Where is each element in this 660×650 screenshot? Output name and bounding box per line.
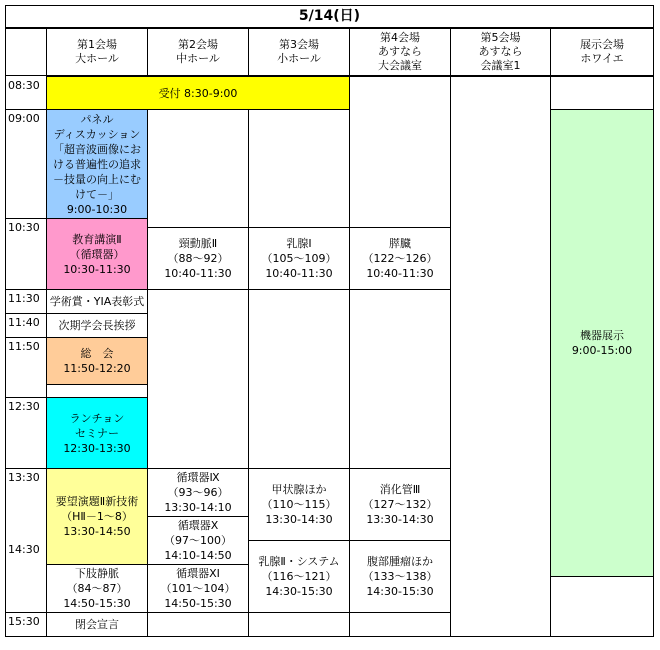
- empty-slot: [248, 612, 350, 637]
- cell-text-line: （122～126）: [362, 252, 438, 265]
- session-next-president-greeting: [46, 313, 148, 338]
- time-label: 11:30: [8, 292, 40, 305]
- header-exhibition: [550, 28, 654, 76]
- session-thyroid: [248, 468, 350, 541]
- cell-text-line: 14:50-15:30: [63, 597, 131, 610]
- time-label: 11:40: [8, 316, 40, 329]
- empty-slot: [147, 612, 249, 637]
- empty-slot: [550, 576, 654, 637]
- time-label: 11:50: [8, 340, 40, 353]
- time-row-divider: [5, 397, 47, 398]
- cell-text-line: 13:30-14:10: [164, 501, 232, 514]
- session-registration: [46, 76, 350, 110]
- session-cardiology-11: [147, 564, 249, 613]
- time-label: 15:30: [8, 615, 40, 628]
- header-hall-3: [248, 28, 350, 76]
- cell-text-line: 小ホール: [277, 52, 321, 65]
- cell-text-line: 第1会場: [77, 38, 117, 51]
- cell-text-line: 10:40-11:30: [265, 267, 333, 280]
- empty-slot: [349, 289, 451, 469]
- cell-text-line: 機器展示: [580, 329, 624, 342]
- time-label: 14:30: [8, 543, 40, 556]
- session-luncheon-seminar: [46, 397, 148, 469]
- cell-text-line: （133～138）: [362, 570, 438, 583]
- cell-text-line: 総 会: [80, 347, 114, 360]
- cell-text-line: （105～109）: [261, 252, 337, 265]
- session-abdominal-tumor: [349, 540, 451, 613]
- cell-text-line: 13:30-14:30: [265, 513, 333, 526]
- session-panel-discussion: [46, 109, 148, 219]
- cell-text-line: （127～132）: [362, 498, 438, 511]
- cell-text-line: 展示会場: [580, 38, 624, 51]
- time-row-divider: [5, 289, 47, 290]
- cell-text-line: 循環器ⅩⅠ: [176, 567, 220, 580]
- time-row-divider: [5, 612, 47, 613]
- session-equipment-exhibition: [550, 109, 654, 577]
- time-label: 09:00: [8, 112, 40, 125]
- cell-text-line: 下肢静脈: [75, 567, 119, 580]
- cell-text-line: 頸動脈Ⅱ: [178, 237, 218, 250]
- time-row-divider: [5, 313, 47, 314]
- cell-text-line: 教育講演Ⅱ: [72, 232, 122, 246]
- session-gastrointestinal-3: [349, 468, 451, 541]
- header-hall-5: [450, 28, 551, 76]
- time-row-divider: [5, 468, 47, 469]
- empty-slot: [450, 76, 551, 637]
- cell-text-line: ける普遍性の追求: [53, 157, 141, 171]
- empty-slot: [349, 612, 451, 637]
- cell-text-line: 受付 8:30-9:00: [158, 86, 238, 100]
- empty-slot: [550, 76, 654, 110]
- cell-text-line: 14:30-15:30: [265, 585, 333, 598]
- cell-text-line: 要望演題Ⅱ新技術: [55, 495, 139, 508]
- cell-text-line: （循環器）: [69, 247, 125, 261]
- session-gap: [46, 384, 148, 398]
- cell-text-line: 14:10-14:50: [164, 549, 232, 562]
- cell-text-line: 第2会場: [178, 38, 218, 51]
- session-pancreas: [349, 227, 451, 290]
- cell-text-line: 10:40-11:30: [164, 267, 232, 280]
- session-closing-declaration: [46, 612, 148, 637]
- header-hall-4: [349, 28, 451, 76]
- cell-text-line: （110～115）: [261, 498, 337, 511]
- cell-text-line: 学術賞・YIA表彰式: [49, 295, 145, 308]
- cell-text-line: 大会議室: [378, 59, 422, 72]
- header-hall-2: [147, 28, 249, 76]
- cell-text-line: 大ホール: [75, 52, 119, 65]
- empty-slot: [147, 109, 249, 228]
- cell-text-line: 第4会場: [380, 31, 420, 44]
- cell-text-line: 中ホール: [176, 52, 220, 65]
- cell-text-line: 乳腺Ⅰ: [286, 237, 312, 250]
- cell-text-line: 10:40-11:30: [366, 267, 434, 280]
- cell-text-line: （101～104）: [160, 582, 236, 595]
- cell-text-line: 「超音波画像にお: [53, 142, 141, 156]
- cell-text-line: 循環器Ⅹ: [177, 519, 219, 532]
- time-label: 08:30: [8, 79, 40, 92]
- cell-text-line: 次期学会長挨拶: [58, 319, 136, 332]
- time-row-divider: [5, 337, 47, 338]
- empty-slot: [147, 289, 249, 469]
- cell-text-line: あすなら: [378, 45, 422, 58]
- session-cardiology-9: [147, 468, 249, 517]
- cell-text-line: 13:30-14:30: [366, 513, 434, 526]
- session-requested-topics: [46, 468, 148, 565]
- cell-text-line: （116～121）: [261, 570, 337, 583]
- cell-text-line: 消化管Ⅲ: [379, 483, 421, 496]
- cell-text-line: パネル: [80, 112, 114, 126]
- cell-text-line: 乳腺Ⅱ・システム: [258, 555, 340, 568]
- empty-slot: [248, 109, 350, 228]
- session-breast-1: [248, 227, 350, 290]
- session-educational-lecture: [46, 218, 148, 290]
- cell-text-line: 甲状腺ほか: [271, 483, 327, 496]
- cell-text-line: 10:30-11:30: [63, 262, 131, 276]
- cell-text-line: 膵臓: [389, 237, 411, 250]
- cell-text-line: けて－」: [75, 187, 119, 201]
- cell-text-line: セミナー: [75, 426, 119, 440]
- cell-text-line: （88～92）: [167, 252, 229, 265]
- cell-text-line: 第3会場: [279, 38, 319, 51]
- cell-text-line: 9:00-15:00: [571, 344, 633, 357]
- session-cardiology-10: [147, 516, 249, 565]
- cell-text-line: あすなら: [478, 45, 523, 58]
- cell-text-line: （HⅡ－1～8）: [61, 510, 133, 523]
- cell-text-line: 会議室1: [480, 59, 521, 72]
- time-label: 13:30: [8, 471, 40, 484]
- cell-text-line: 循環器Ⅸ: [176, 471, 220, 484]
- cell-text-line: 9:00-10:30: [66, 202, 128, 216]
- empty-slot: [248, 289, 350, 469]
- cell-text-line: 第5会場: [480, 31, 521, 44]
- cell-text-line: 閉会宣言: [75, 618, 119, 631]
- cell-text-line: 12:30-13:30: [63, 441, 131, 455]
- header-hall-1: [46, 28, 148, 76]
- cell-text-line: ランチョン: [69, 411, 125, 425]
- time-label: 12:30: [8, 400, 40, 413]
- cell-text-line: （93～96）: [167, 486, 229, 499]
- session-carotid-2: [147, 227, 249, 290]
- cell-text-line: 14:50-15:30: [164, 597, 232, 610]
- cell-text-line: ディスカッション: [53, 127, 141, 141]
- cell-text-line: （84～87）: [66, 582, 128, 595]
- cell-text-line: ホワイエ: [580, 52, 624, 65]
- session-lower-limb-vein: [46, 564, 148, 613]
- cell-text-line: （97～100）: [164, 534, 232, 547]
- cell-text-line: －技量の向上にむ: [53, 172, 141, 186]
- session-breast-2-system: [248, 540, 350, 613]
- session-award-ceremony: [46, 289, 148, 314]
- page-title: 5/14(日): [5, 5, 654, 28]
- empty-slot: [349, 76, 451, 228]
- session-general-meeting: [46, 337, 148, 385]
- time-row-divider: [5, 218, 47, 219]
- cell-text-line: 11:50-12:20: [63, 362, 131, 375]
- time-row-divider: [5, 109, 47, 110]
- time-label: 10:30: [8, 221, 40, 234]
- cell-text-line: 14:30-15:30: [366, 585, 434, 598]
- cell-text-line: 13:30-14:50: [63, 525, 131, 538]
- cell-text-line: 腹部腫瘤ほか: [367, 555, 433, 568]
- header-time-corner: [5, 28, 47, 76]
